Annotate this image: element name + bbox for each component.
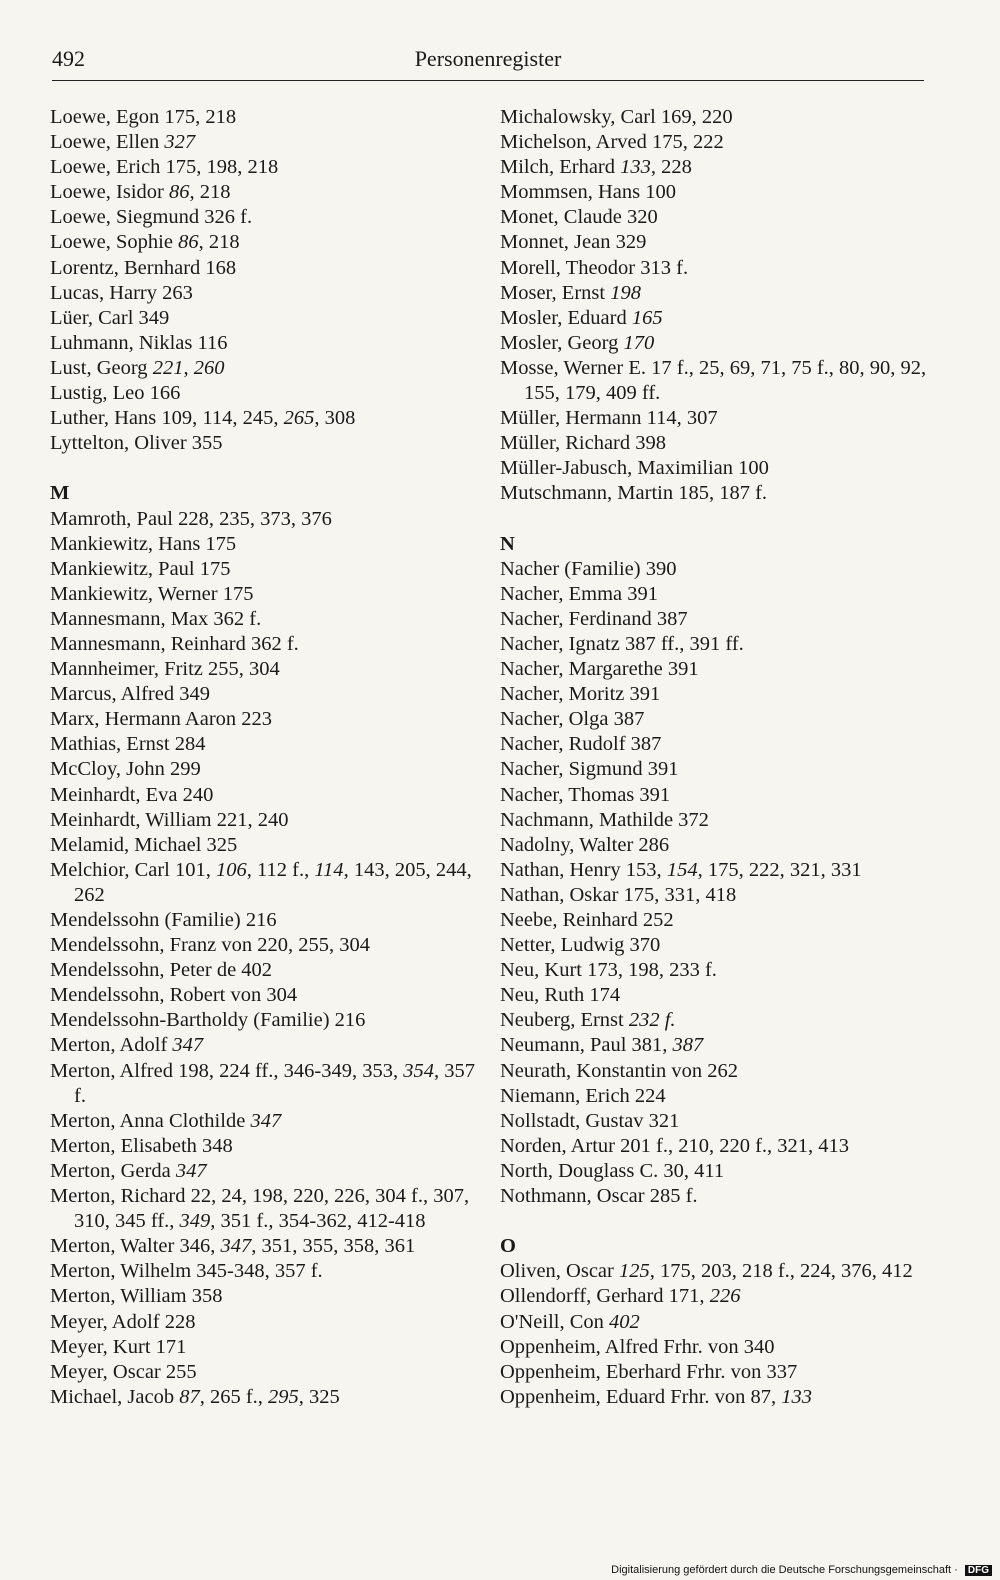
index-entry: Marcus, Alfred 349	[50, 683, 210, 706]
index-column-left	[50, 105, 480, 1410]
index-entry: Oppenheim, Alfred Frhr. von 340	[500, 1335, 775, 1358]
index-entry: Loewe, Isidor 86, 218	[50, 181, 231, 204]
index-entry: Mannesmann, Max 362 f.	[50, 607, 262, 630]
index-entry: Monnet, Jean 329	[500, 231, 647, 254]
index-entry: Neuberg, Ernst 232 f.	[500, 1009, 676, 1032]
index-entry: Merton, Alfred 198, 224 ff., 346-349, 353, 354, 357 f.	[50, 1059, 475, 1107]
index-entry: Oppenheim, Eduard Frhr. von 87, 133	[500, 1385, 813, 1408]
index-entry: Norden, Artur 201 f., 210, 220 f., 321, 413	[500, 1134, 850, 1157]
index-entry: Meinhardt, Eva 240	[50, 783, 214, 806]
index-entry: Nollstadt, Gustav 321	[500, 1109, 680, 1132]
index-entry: Nacher, Rudolf 387	[500, 733, 662, 756]
index-entry: Mendelssohn, Robert von 304	[50, 984, 298, 1007]
index-entry: Mannheimer, Fritz 255, 304	[50, 658, 280, 681]
index-entry: Müller, Hermann 114, 307	[500, 407, 718, 430]
index-entry: Loewe, Siegmund 326 f.	[50, 206, 253, 229]
index-letter-heading: M	[50, 482, 70, 505]
index-entry: Nathan, Oskar 175, 331, 418	[500, 883, 737, 906]
index-entry: Mendelssohn-Bartholdy (Familie) 216	[50, 1009, 366, 1032]
index-entry: Mannesmann, Reinhard 362 f.	[50, 632, 299, 655]
index-entry: Nadolny, Walter 286	[500, 833, 670, 856]
index-entry: Nacher, Ferdinand 387	[500, 607, 688, 630]
index-entry: Mamroth, Paul 228, 235, 373, 376	[50, 507, 332, 530]
index-entry: Monet, Claude 320	[500, 206, 658, 229]
index-entry: Nacher (Familie) 390	[500, 557, 677, 580]
index-entry: Mosler, Eduard 165	[500, 306, 663, 329]
index-entry: Nachmann, Mathilde 372	[500, 808, 709, 831]
index-entry: Luther, Hans 109, 114, 245, 265, 308	[50, 407, 356, 430]
index-entry: Morell, Theodor 313 f.	[500, 256, 689, 279]
index-entry: Merton, Gerda 347	[50, 1159, 207, 1182]
index-entry: Netter, Ludwig 370	[500, 934, 661, 957]
index-entry: Mankiewitz, Werner 175	[50, 582, 254, 605]
running-head	[52, 44, 924, 74]
index-entry: Merton, Richard 22, 24, 198, 220, 226, 304 f., 307, 310, 345 ff., 349, 351 f., 354-362, 412-418	[50, 1185, 470, 1233]
index-entry: Nacher, Thomas 391	[500, 783, 671, 806]
index-entry: Nathan, Henry 153, 154, 175, 222, 321, 331	[500, 858, 862, 881]
index-entry: Michael, Jacob 87, 265 f., 295, 325	[50, 1385, 340, 1408]
index-entry: Michelson, Arved 175, 222	[500, 131, 724, 154]
index-entry: Loewe, Ellen 327	[50, 131, 196, 154]
index-entry: Mosse, Werner E. 17 f., 25, 69, 71, 75 f., 80, 90, 92, 155, 179, 409 ff.	[500, 356, 927, 405]
funding-footer	[611, 1564, 992, 1576]
index-entry: Merton, Adolf 347	[50, 1034, 204, 1057]
index-entry: Nacher, Ignatz 387 ff., 391 ff.	[500, 632, 744, 655]
index-entry: Lust, Georg 221, 260	[50, 356, 225, 379]
index-entry: North, Douglass C. 30, 411	[500, 1159, 725, 1182]
index-entry: O'Neill, Con 402	[500, 1310, 640, 1333]
index-entry: Niemann, Erich 224	[500, 1084, 666, 1107]
index-entry: Lyttelton, Oliver 355	[50, 432, 223, 455]
index-entry: Merton, William 358	[50, 1285, 223, 1308]
index-entry: Mommsen, Hans 100	[500, 181, 676, 204]
index-letter-heading: N	[500, 532, 515, 555]
index-entry: Mankiewitz, Paul 175	[50, 557, 231, 580]
index-entry: Neurath, Konstantin von 262	[500, 1059, 738, 1082]
header-rule	[52, 80, 924, 81]
index-entry: Lucas, Harry 263	[50, 281, 193, 304]
index-column-right	[500, 105, 930, 1410]
index-entry: Nothmann, Oscar 285 f.	[500, 1185, 698, 1208]
index-entry: Merton, Walter 346, 347, 351, 355, 358, 361	[50, 1235, 416, 1258]
index-entry: Merton, Anna Clothilde 347	[50, 1109, 282, 1132]
index-entry: Melchior, Carl 101, 106, 112 f., 114, 143, 205, 244, 262	[50, 858, 472, 906]
index-entry: Nacher, Moritz 391	[500, 683, 661, 706]
index-entry: Meyer, Oscar 255	[50, 1360, 197, 1383]
index-entry: Merton, Elisabeth 348	[50, 1134, 233, 1157]
index-entry: Mutschmann, Martin 185, 187 f.	[500, 482, 768, 505]
index-letter-heading: O	[500, 1235, 516, 1258]
index-entry: Luhmann, Niklas 116	[50, 331, 228, 354]
index-entry: Michalowsky, Carl 169, 220	[500, 106, 733, 128]
footer-text: Digitalisierung gefördert durch die Deutsche Forschungsgemeinschaft	[611, 1564, 952, 1576]
index-entry: Müller-Jabusch, Maximilian 100	[500, 457, 769, 480]
index-entry: Oliven, Oscar 125, 175, 203, 218 f., 224, 376, 412	[500, 1260, 913, 1283]
index-entry: Mendelssohn, Franz von 220, 255, 304	[50, 934, 371, 957]
index-entry: Müller, Richard 398	[500, 432, 666, 455]
index-entry: Loewe, Sophie 86, 218	[50, 231, 240, 254]
footer-separator: ·	[951, 1564, 961, 1576]
index-entry: Lustig, Leo 166	[50, 382, 181, 405]
index-entry: Mankiewitz, Hans 175	[50, 532, 237, 555]
index-entry: Mendelssohn (Familie) 216	[50, 909, 277, 931]
index-entry: Nacher, Margarethe 391	[500, 658, 699, 681]
running-title: Personenregister	[414, 46, 562, 71]
index-entry: Neebe, Reinhard 252	[500, 909, 674, 931]
index-entry: Neumann, Paul 381, 387	[500, 1034, 704, 1057]
index-entry: Nacher, Sigmund 391	[500, 758, 679, 781]
index-entry: Moser, Ernst 198	[500, 281, 641, 304]
index-entry: Mathias, Ernst 284	[50, 733, 206, 756]
index-entry: Neu, Ruth 174	[500, 984, 621, 1007]
index-entry: Oppenheim, Eberhard Frhr. von 337	[500, 1360, 798, 1383]
index-entry: Lüer, Carl 349	[50, 306, 170, 329]
index-entry: Meinhardt, William 221, 240	[50, 808, 289, 831]
index-entry: Nacher, Emma 391	[500, 582, 658, 605]
index-entry: Merton, Wilhelm 345-348, 357 f.	[50, 1260, 323, 1283]
index-entry: Mendelssohn, Peter de 402	[50, 959, 273, 982]
index-entry: Lorentz, Bernhard 168	[50, 256, 237, 279]
index-entry: Loewe, Erich 175, 198, 218	[50, 156, 279, 179]
index-entry: Meyer, Kurt 171	[50, 1335, 187, 1358]
index-entry: Neu, Kurt 173, 198, 233 f.	[500, 959, 717, 982]
index-entry: Marx, Hermann Aaron 223	[50, 708, 273, 731]
index-entry: Milch, Erhard 133, 228	[500, 156, 692, 179]
dfg-logo: DFG	[965, 1565, 992, 1576]
index-entry: Ollendorff, Gerhard 171, 226	[500, 1285, 741, 1308]
index-entry: Loewe, Egon 175, 218	[50, 106, 237, 128]
index-entry: Meyer, Adolf 228	[50, 1310, 196, 1333]
index-entry: Mosler, Georg 170	[500, 331, 655, 354]
page-number: 492	[52, 46, 85, 71]
index-entry: McCloy, John 299	[50, 758, 201, 781]
index-entry: Melamid, Michael 325	[50, 833, 238, 856]
index-entry: Nacher, Olga 387	[500, 708, 645, 731]
